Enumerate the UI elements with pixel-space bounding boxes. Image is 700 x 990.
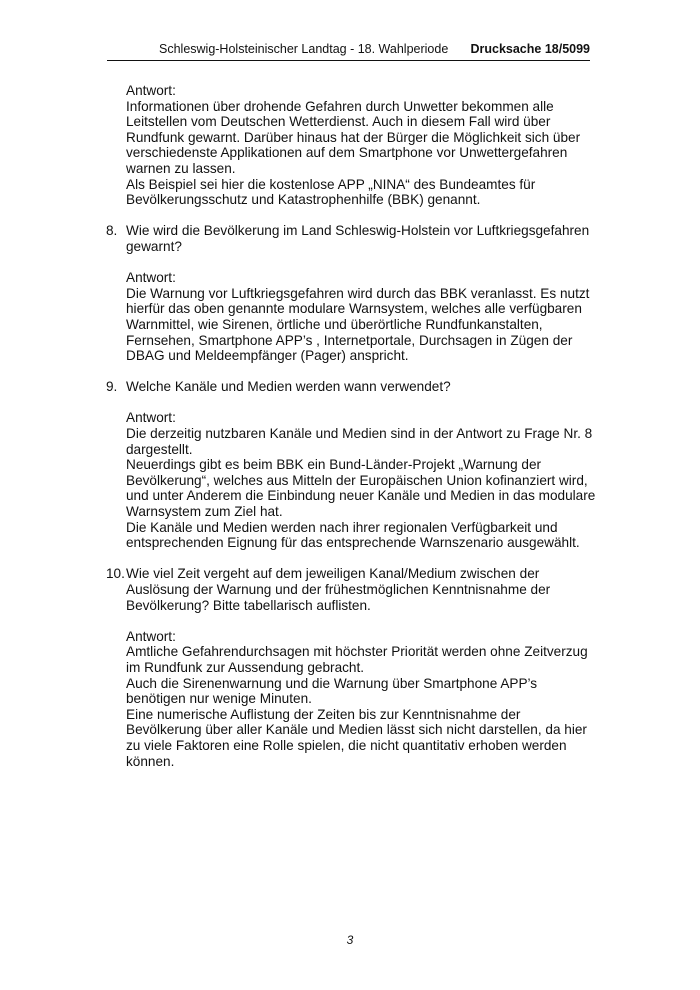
answer-line: Die derzeitig nutzbaren Kanäle und Medien sind in der Antwort zu Frage Nr. 8: [126, 426, 593, 442]
answer-line: warnen zu lassen.: [126, 160, 236, 176]
answer-line: und unter Anderem die Einbindung neuer Kanäle und Medien in das modulare: [126, 488, 596, 504]
answer-line: Neuerdings gibt es beim BBK ein Bund-Länder-Projekt „Warnung der: [126, 457, 542, 473]
question-8: [106, 223, 604, 254]
answer-line: Bevölkerung über aller Kanäle und Medien lässt sich nicht darstellen, da hier: [126, 722, 587, 738]
answer-line: Die Warnung vor Luftkriegsgefahren wird durch das BBK veranlasst. Es nutzt: [126, 285, 590, 301]
answer-label: Antwort:: [126, 628, 176, 644]
answer-line: Fernsehen, Smartphone APP’s , Internetportale, Durchsagen in Zügen der: [126, 332, 573, 348]
document-body: [106, 83, 604, 769]
answer-line: Als Beispiel sei hier die kostenlose APP „NINA“ des Bundeamtes für: [126, 176, 536, 192]
answer-line: Auch die Sirenenwarnung und die Warnung über Smartphone APP’s: [126, 675, 538, 691]
answer-block-10: [126, 629, 604, 769]
answer-line: hierfür das oben genannte modulare Warnsystem, welches alle verfügbaren: [126, 301, 582, 317]
answer-label: Antwort:: [126, 410, 176, 426]
answer-line: benötigen nur wenige Minuten.: [126, 691, 312, 707]
answer-block-9: [126, 410, 604, 550]
page-number: 3: [346, 933, 354, 947]
header-doc-number: Drucksache 18/5099: [470, 42, 590, 56]
question-number: 10.: [106, 566, 125, 582]
answer-label: Antwort:: [126, 83, 176, 98]
answer-line: DBAG und Meldeempfänger (Pager) anspricht.: [126, 348, 409, 364]
question-number: 9.: [106, 379, 118, 395]
answer-line: zu viele Faktoren eine Rolle spielen, die nicht quantitativ erhoben werden: [126, 737, 567, 753]
question-line: Welche Kanäle und Medien werden wann verwendet?: [126, 379, 451, 395]
answer-line: Bevölkerung“, welches aus Mitteln der Europäischen Union kofinanziert wird,: [126, 472, 588, 488]
answer-line: entsprechenden Eignung für das entsprechende Warnszenario ausgewählt.: [126, 535, 580, 551]
question-line: gewarnt?: [126, 238, 182, 254]
answer-line: verschiedenste Applikationen auf dem Smartphone vor Unwettergefahren: [126, 145, 568, 161]
answer-line: Die Kanäle und Medien werden nach ihrer regionalen Verfügbarkeit und: [126, 519, 558, 535]
question-number: 8.: [106, 223, 118, 239]
question-10: [106, 566, 604, 613]
answer-line: Warnmittel, wie Sirenen, örtliche und überörtliche Rundfunkanstalten,: [126, 316, 543, 332]
answer-line: Leitstellen vom Deutschen Wetterdienst. Auch in diesem Fall wird über: [126, 114, 551, 130]
answer-line: Amtliche Gefahrendurchsagen mit höchster Priorität werden ohne Zeitverzug: [126, 644, 588, 660]
header-title: Schleswig-Holsteinischer Landtag - 18. Wahlperiode: [159, 42, 449, 56]
answer-label: Antwort:: [126, 270, 176, 286]
answer-line: Rundfunk gewarnt. Darüber hinaus hat der Bürger die Möglichkeit sich über: [126, 129, 581, 145]
answer-block-8: [126, 270, 604, 364]
answer-line: Bevölkerungsschutz und Katastrophenhilfe (BBK) genannt.: [126, 192, 481, 208]
question-line: Auslösung der Warnung und der frühestmöglichen Kenntnisnahme der: [126, 582, 551, 597]
answer-line: können.: [126, 753, 175, 769]
answer-line: im Rundfunk zur Aussendung gebracht.: [126, 659, 365, 675]
answer-line: Informationen über drohende Gefahren durch Unwetter bekommen alle: [126, 98, 554, 114]
page-header: [107, 40, 590, 61]
answer-block-7: [126, 83, 604, 208]
question-line: Wie viel Zeit vergeht auf dem jeweiligen Kanal/Medium zwischen der: [126, 566, 540, 582]
answer-line: Warnsystem zum Ziel hat.: [126, 504, 283, 520]
question-line: Bevölkerung? Bitte tabellarisch auflisten.: [126, 597, 371, 613]
question-9: [106, 379, 604, 395]
question-line: Wie wird die Bevölkerung im Land Schleswig-Holstein vor Luftkriegsgefahren: [126, 223, 590, 239]
answer-line: Eine numerische Auflistung der Zeiten bis zur Kenntnisnahme der: [126, 706, 521, 722]
answer-line: dargestellt.: [126, 441, 193, 457]
